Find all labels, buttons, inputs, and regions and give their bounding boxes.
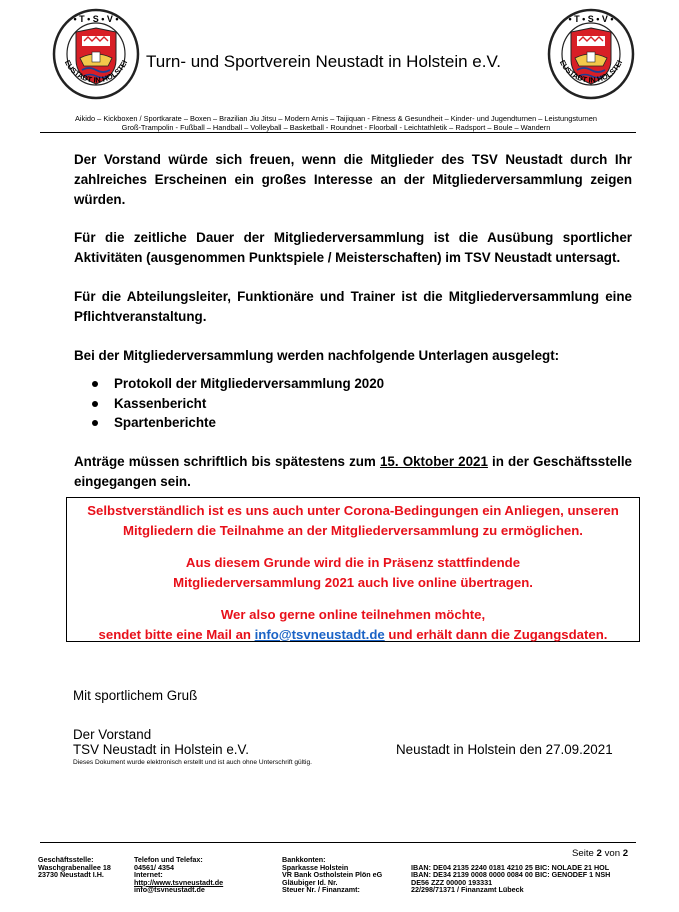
paragraph-documents-intro: Bei der Mitgliederversammlung werden nachfolgende Unterlagen ausgelegt: — [74, 348, 560, 363]
sports-offer-line-2: Groß-Trampolin - Fußball – Handball – Volleyball – Basketball - Roundnet - Floorball - Leichtathletik – Radsport – Boule – Wandern — [121, 123, 551, 132]
svg-text:NEUSTADT IN HOLSTEIN: EUSTADT IN HOLSTEI — [62, 58, 130, 85]
documents-list — [92, 374, 612, 433]
list-item: Kassenbericht — [92, 394, 612, 414]
notice-line: Mitgliederversammlung 2021 auch live online übertragen. — [173, 574, 533, 590]
sports-offer-line-1: Aikido – Kickboxen / Sportkarate – Boxen – Brazilian Jiu Jitsu – Modern Arnis – Taijiquan - Fitness & Gesundheit – Kinder- und Jugendturnen – Leistungsturnen — [74, 114, 598, 123]
list-item: Protokoll der Mitgliederversammlung 2020 — [92, 374, 612, 394]
svg-text:• T • S • V •: • T • S • V • — [568, 14, 614, 24]
notice-line: Mitgliedern die Teilnahme an der Mitgliederversammlung zu ermöglichen. — [123, 522, 583, 538]
footer-divider — [40, 842, 636, 843]
notice-line: Selbstverständlich ist es uns auch unter Corona-Bedingungen ein Anliegen, unseren — [87, 503, 619, 518]
organization-title: Turn- und Sportverein Neustadt in Holstein e.V. — [146, 52, 501, 71]
header-divider — [40, 132, 636, 133]
footer-contact: Telefon und Telefax: 04561/ 4354 Internet: http://www.tsvneustadt.de info@tsvneustadt.de — [134, 855, 224, 895]
deadline-date: 15. Oktober 2021 — [379, 454, 488, 469]
paragraph-sports-ban: Für die zeitliche Dauer der Mitgliederversammlung ist die Ausübung sportlicher Aktivitäten (ausgenommen Punktspiele / Meisterschaften) im TSV Neustadt untersagt. — [74, 230, 632, 265]
paragraph-mandatory-event: Für die Abteilungsleiter, Funktionäre und Trainer ist die Mitgliederversammlung eine Pflichtveranstaltung. — [74, 289, 632, 324]
footer-bank-labels: Bankkonten: Sparkasse Holstein VR Bank Ostholstein Plön eG Gläubiger Id. Nr. Steuer Nr. / Finanzamt: — [282, 855, 383, 895]
page-number: Seite 2 von 2 — [572, 848, 629, 859]
list-item: Spartenberichte — [92, 413, 612, 433]
electronic-document-note: Dieses Dokument wurde elektronisch erstellt und ist auch ohne Unterschrift gültig. — [73, 759, 312, 766]
svg-text:NEUSTADT IN HOLSTEIN: EUSTADT IN HOLSTEI — [557, 58, 625, 85]
notice-text: sendet bitte eine Mail an — [98, 626, 255, 642]
club-logo-left — [52, 8, 140, 100]
footer-email: info@tsvneustadt.de — [134, 885, 205, 895]
deadline-text-before: Anträge müssen schriftlich bis spätestens zum — [74, 454, 380, 469]
notice-line: Aus diesem Grunde wird die in Präsenz stattfindende — [185, 555, 521, 570]
online-notice-box — [66, 497, 640, 642]
notice-text: und erhält dann die Zugangsdaten. — [384, 626, 608, 642]
footer-bank-details: IBAN: DE04 2135 2240 0181 4210 25 BIC: NOLADE 21 HOL IBAN: DE34 2139 0008 0000 0084 00 BIC: GENODEF 1 NSH DE56 ZZZ 00000 193331 22/298/71371 / Finanzamt Lübeck — [411, 862, 611, 895]
footer-office-address: Geschäftsstelle: Waschgrabenallee 18 23730 Neustadt I.H. — [38, 855, 111, 880]
email-link[interactable]: info@tsvneustadt.de — [254, 626, 385, 642]
svg-text:• T • S • V •: • T • S • V • — [73, 14, 119, 24]
website-link[interactable]: http://www.tsvneustadt.de — [134, 877, 224, 887]
paragraph-motion-deadline — [74, 452, 632, 492]
club-logo-right — [547, 8, 635, 100]
greeting: Mit sportlichem Gruß — [73, 688, 198, 703]
paragraph-attendance-appeal: Der Vorstand würde sich freuen, wenn die Mitglieder des TSV Neustadt durch Ihr zahlreiches Erscheinen ein großes Interesse an der Mitgliederversammlung zeigen würden. — [74, 152, 632, 207]
signature-club: TSV Neustadt in Holstein e.V. — [73, 742, 249, 757]
deadline-text-after: in der Geschäftsstelle eingegangen sein. — [74, 454, 633, 489]
signature-board: Der Vorstand — [73, 727, 152, 742]
place-and-date: Neustadt in Holstein den 27.09.2021 — [396, 742, 613, 757]
notice-line — [67, 625, 639, 645]
notice-line: Wer also gerne online teilnehmen möchte, — [220, 607, 486, 622]
